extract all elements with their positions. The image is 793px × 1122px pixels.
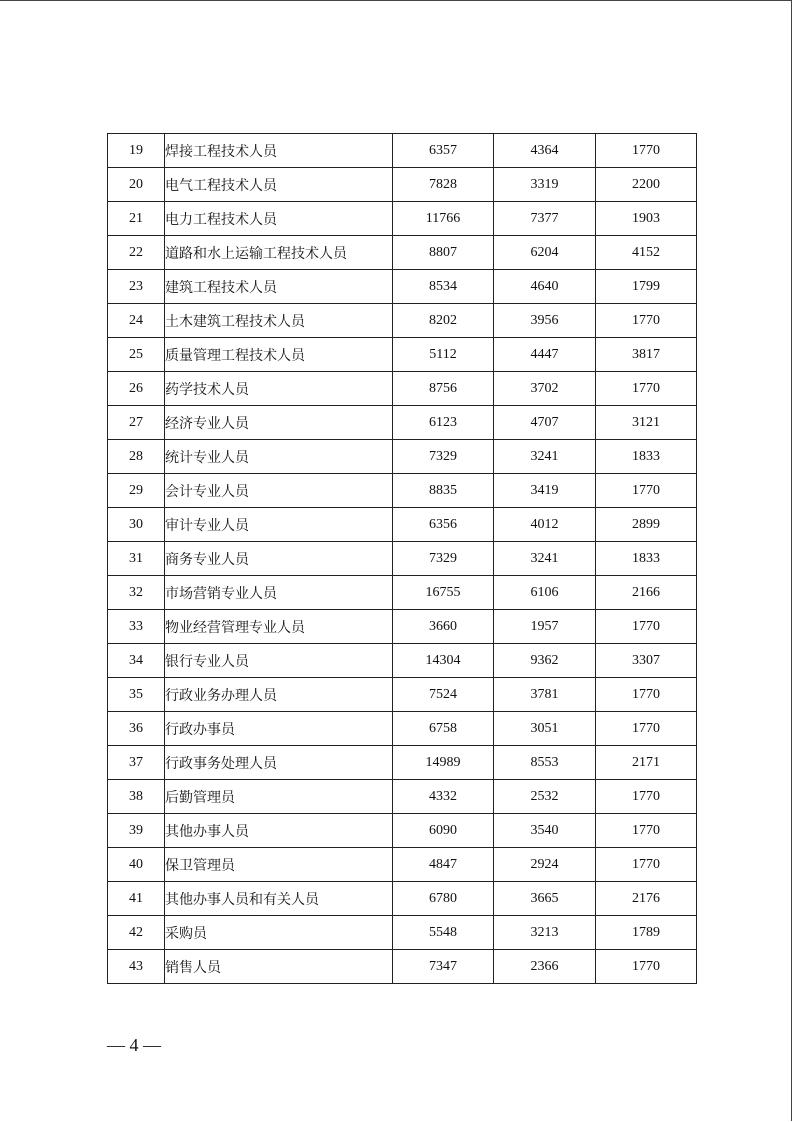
row-number-cell: 43 bbox=[108, 950, 165, 984]
row-number-cell: 31 bbox=[108, 542, 165, 576]
table-row bbox=[108, 950, 697, 984]
value-low-cell: 1833 bbox=[596, 542, 697, 576]
value-low-cell: 1770 bbox=[596, 474, 697, 508]
table-row bbox=[108, 644, 697, 678]
occupation-name-cell: 土木建筑工程技术人员 bbox=[165, 304, 393, 338]
table-row bbox=[108, 236, 697, 270]
occupation-name-cell: 其他办事人员和有关人员 bbox=[165, 882, 393, 916]
occupation-name-cell: 统计专业人员 bbox=[165, 440, 393, 474]
value-mid-cell: 2532 bbox=[494, 780, 596, 814]
table-row bbox=[108, 678, 697, 712]
value-high-cell: 6357 bbox=[393, 134, 494, 168]
value-mid-cell: 3051 bbox=[494, 712, 596, 746]
value-low-cell: 1770 bbox=[596, 950, 697, 984]
value-low-cell: 1770 bbox=[596, 372, 697, 406]
salary-table bbox=[107, 133, 697, 984]
table-row bbox=[108, 780, 697, 814]
row-number-cell: 29 bbox=[108, 474, 165, 508]
occupation-name-cell: 电气工程技术人员 bbox=[165, 168, 393, 202]
row-number-cell: 40 bbox=[108, 848, 165, 882]
value-low-cell: 1770 bbox=[596, 780, 697, 814]
value-low-cell: 1770 bbox=[596, 814, 697, 848]
value-high-cell: 4332 bbox=[393, 780, 494, 814]
occupation-name-cell: 药学技术人员 bbox=[165, 372, 393, 406]
value-mid-cell: 3241 bbox=[494, 440, 596, 474]
value-mid-cell: 4364 bbox=[494, 134, 596, 168]
value-mid-cell: 4447 bbox=[494, 338, 596, 372]
value-high-cell: 8807 bbox=[393, 236, 494, 270]
table-row bbox=[108, 916, 697, 950]
value-high-cell: 14989 bbox=[393, 746, 494, 780]
table-row bbox=[108, 270, 697, 304]
table-row bbox=[108, 882, 697, 916]
value-mid-cell: 3702 bbox=[494, 372, 596, 406]
table-row bbox=[108, 508, 697, 542]
occupation-name-cell: 物业经营管理专业人员 bbox=[165, 610, 393, 644]
value-mid-cell: 3319 bbox=[494, 168, 596, 202]
row-number-cell: 25 bbox=[108, 338, 165, 372]
occupation-name-cell: 商务专业人员 bbox=[165, 542, 393, 576]
row-number-cell: 37 bbox=[108, 746, 165, 780]
value-mid-cell: 8553 bbox=[494, 746, 596, 780]
page-number: — 4 — bbox=[107, 1035, 161, 1055]
occupation-name-cell: 后勤管理员 bbox=[165, 780, 393, 814]
value-low-cell: 1770 bbox=[596, 712, 697, 746]
value-high-cell: 6123 bbox=[393, 406, 494, 440]
occupation-name-cell: 市场营销专业人员 bbox=[165, 576, 393, 610]
occupation-name-cell: 保卫管理员 bbox=[165, 848, 393, 882]
value-mid-cell: 2366 bbox=[494, 950, 596, 984]
value-high-cell: 7524 bbox=[393, 678, 494, 712]
value-low-cell: 3817 bbox=[596, 338, 697, 372]
row-number-cell: 36 bbox=[108, 712, 165, 746]
value-mid-cell: 9362 bbox=[494, 644, 596, 678]
value-high-cell: 14304 bbox=[393, 644, 494, 678]
table-row bbox=[108, 610, 697, 644]
row-number-cell: 28 bbox=[108, 440, 165, 474]
value-low-cell: 1770 bbox=[596, 610, 697, 644]
occupation-name-cell: 道路和水上运输工程技术人员 bbox=[165, 236, 393, 270]
value-mid-cell: 6204 bbox=[494, 236, 596, 270]
table-row bbox=[108, 134, 697, 168]
value-high-cell: 8756 bbox=[393, 372, 494, 406]
occupation-name-cell: 采购员 bbox=[165, 916, 393, 950]
occupation-name-cell: 建筑工程技术人员 bbox=[165, 270, 393, 304]
occupation-name-cell: 质量管理工程技术人员 bbox=[165, 338, 393, 372]
value-high-cell: 7347 bbox=[393, 950, 494, 984]
occupation-name-cell: 其他办事人员 bbox=[165, 814, 393, 848]
row-number-cell: 33 bbox=[108, 610, 165, 644]
value-low-cell: 1770 bbox=[596, 134, 697, 168]
value-high-cell: 3660 bbox=[393, 610, 494, 644]
value-high-cell: 7329 bbox=[393, 440, 494, 474]
value-high-cell: 8835 bbox=[393, 474, 494, 508]
occupation-name-cell: 行政办事员 bbox=[165, 712, 393, 746]
occupation-name-cell: 审计专业人员 bbox=[165, 508, 393, 542]
value-mid-cell: 7377 bbox=[494, 202, 596, 236]
value-high-cell: 5548 bbox=[393, 916, 494, 950]
value-high-cell: 6780 bbox=[393, 882, 494, 916]
table-row bbox=[108, 406, 697, 440]
value-mid-cell: 3419 bbox=[494, 474, 596, 508]
table-row bbox=[108, 712, 697, 746]
value-mid-cell: 2924 bbox=[494, 848, 596, 882]
value-low-cell: 1770 bbox=[596, 304, 697, 338]
row-number-cell: 34 bbox=[108, 644, 165, 678]
row-number-cell: 24 bbox=[108, 304, 165, 338]
occupation-name-cell: 行政业务办理人员 bbox=[165, 678, 393, 712]
row-number-cell: 21 bbox=[108, 202, 165, 236]
value-mid-cell: 3665 bbox=[494, 882, 596, 916]
value-mid-cell: 3781 bbox=[494, 678, 596, 712]
value-low-cell: 3121 bbox=[596, 406, 697, 440]
value-high-cell: 6356 bbox=[393, 508, 494, 542]
value-mid-cell: 6106 bbox=[494, 576, 596, 610]
value-low-cell: 1799 bbox=[596, 270, 697, 304]
value-low-cell: 1789 bbox=[596, 916, 697, 950]
value-mid-cell: 3241 bbox=[494, 542, 596, 576]
value-high-cell: 8534 bbox=[393, 270, 494, 304]
occupation-name-cell: 经济专业人员 bbox=[165, 406, 393, 440]
occupation-name-cell: 销售人员 bbox=[165, 950, 393, 984]
value-high-cell: 4847 bbox=[393, 848, 494, 882]
row-number-cell: 20 bbox=[108, 168, 165, 202]
value-mid-cell: 3956 bbox=[494, 304, 596, 338]
value-high-cell: 5112 bbox=[393, 338, 494, 372]
row-number-cell: 26 bbox=[108, 372, 165, 406]
value-high-cell: 16755 bbox=[393, 576, 494, 610]
table-row bbox=[108, 372, 697, 406]
row-number-cell: 27 bbox=[108, 406, 165, 440]
value-low-cell: 1770 bbox=[596, 848, 697, 882]
value-low-cell: 2166 bbox=[596, 576, 697, 610]
table-body bbox=[108, 134, 697, 984]
occupation-name-cell: 电力工程技术人员 bbox=[165, 202, 393, 236]
occupation-name-cell: 焊接工程技术人员 bbox=[165, 134, 393, 168]
value-mid-cell: 1957 bbox=[494, 610, 596, 644]
value-mid-cell: 3540 bbox=[494, 814, 596, 848]
value-high-cell: 7828 bbox=[393, 168, 494, 202]
row-number-cell: 19 bbox=[108, 134, 165, 168]
table-row bbox=[108, 542, 697, 576]
table-row bbox=[108, 814, 697, 848]
row-number-cell: 39 bbox=[108, 814, 165, 848]
value-high-cell: 6090 bbox=[393, 814, 494, 848]
table-row bbox=[108, 338, 697, 372]
table-row bbox=[108, 576, 697, 610]
value-mid-cell: 4707 bbox=[494, 406, 596, 440]
table-row bbox=[108, 202, 697, 236]
table-row bbox=[108, 848, 697, 882]
value-high-cell: 7329 bbox=[393, 542, 494, 576]
occupation-name-cell: 行政事务处理人员 bbox=[165, 746, 393, 780]
row-number-cell: 30 bbox=[108, 508, 165, 542]
row-number-cell: 22 bbox=[108, 236, 165, 270]
value-low-cell: 3307 bbox=[596, 644, 697, 678]
table-row bbox=[108, 440, 697, 474]
table-row bbox=[108, 746, 697, 780]
table-row bbox=[108, 304, 697, 338]
occupation-name-cell: 银行专业人员 bbox=[165, 644, 393, 678]
row-number-cell: 23 bbox=[108, 270, 165, 304]
table-row bbox=[108, 168, 697, 202]
value-high-cell: 6758 bbox=[393, 712, 494, 746]
row-number-cell: 42 bbox=[108, 916, 165, 950]
row-number-cell: 32 bbox=[108, 576, 165, 610]
value-low-cell: 2200 bbox=[596, 168, 697, 202]
table-row bbox=[108, 474, 697, 508]
row-number-cell: 41 bbox=[108, 882, 165, 916]
value-high-cell: 8202 bbox=[393, 304, 494, 338]
value-low-cell: 4152 bbox=[596, 236, 697, 270]
value-high-cell: 11766 bbox=[393, 202, 494, 236]
occupation-name-cell: 会计专业人员 bbox=[165, 474, 393, 508]
value-mid-cell: 4640 bbox=[494, 270, 596, 304]
value-low-cell: 1903 bbox=[596, 202, 697, 236]
value-low-cell: 2899 bbox=[596, 508, 697, 542]
value-mid-cell: 4012 bbox=[494, 508, 596, 542]
row-number-cell: 38 bbox=[108, 780, 165, 814]
value-low-cell: 1833 bbox=[596, 440, 697, 474]
value-low-cell: 1770 bbox=[596, 678, 697, 712]
value-mid-cell: 3213 bbox=[494, 916, 596, 950]
value-low-cell: 2176 bbox=[596, 882, 697, 916]
value-low-cell: 2171 bbox=[596, 746, 697, 780]
row-number-cell: 35 bbox=[108, 678, 165, 712]
